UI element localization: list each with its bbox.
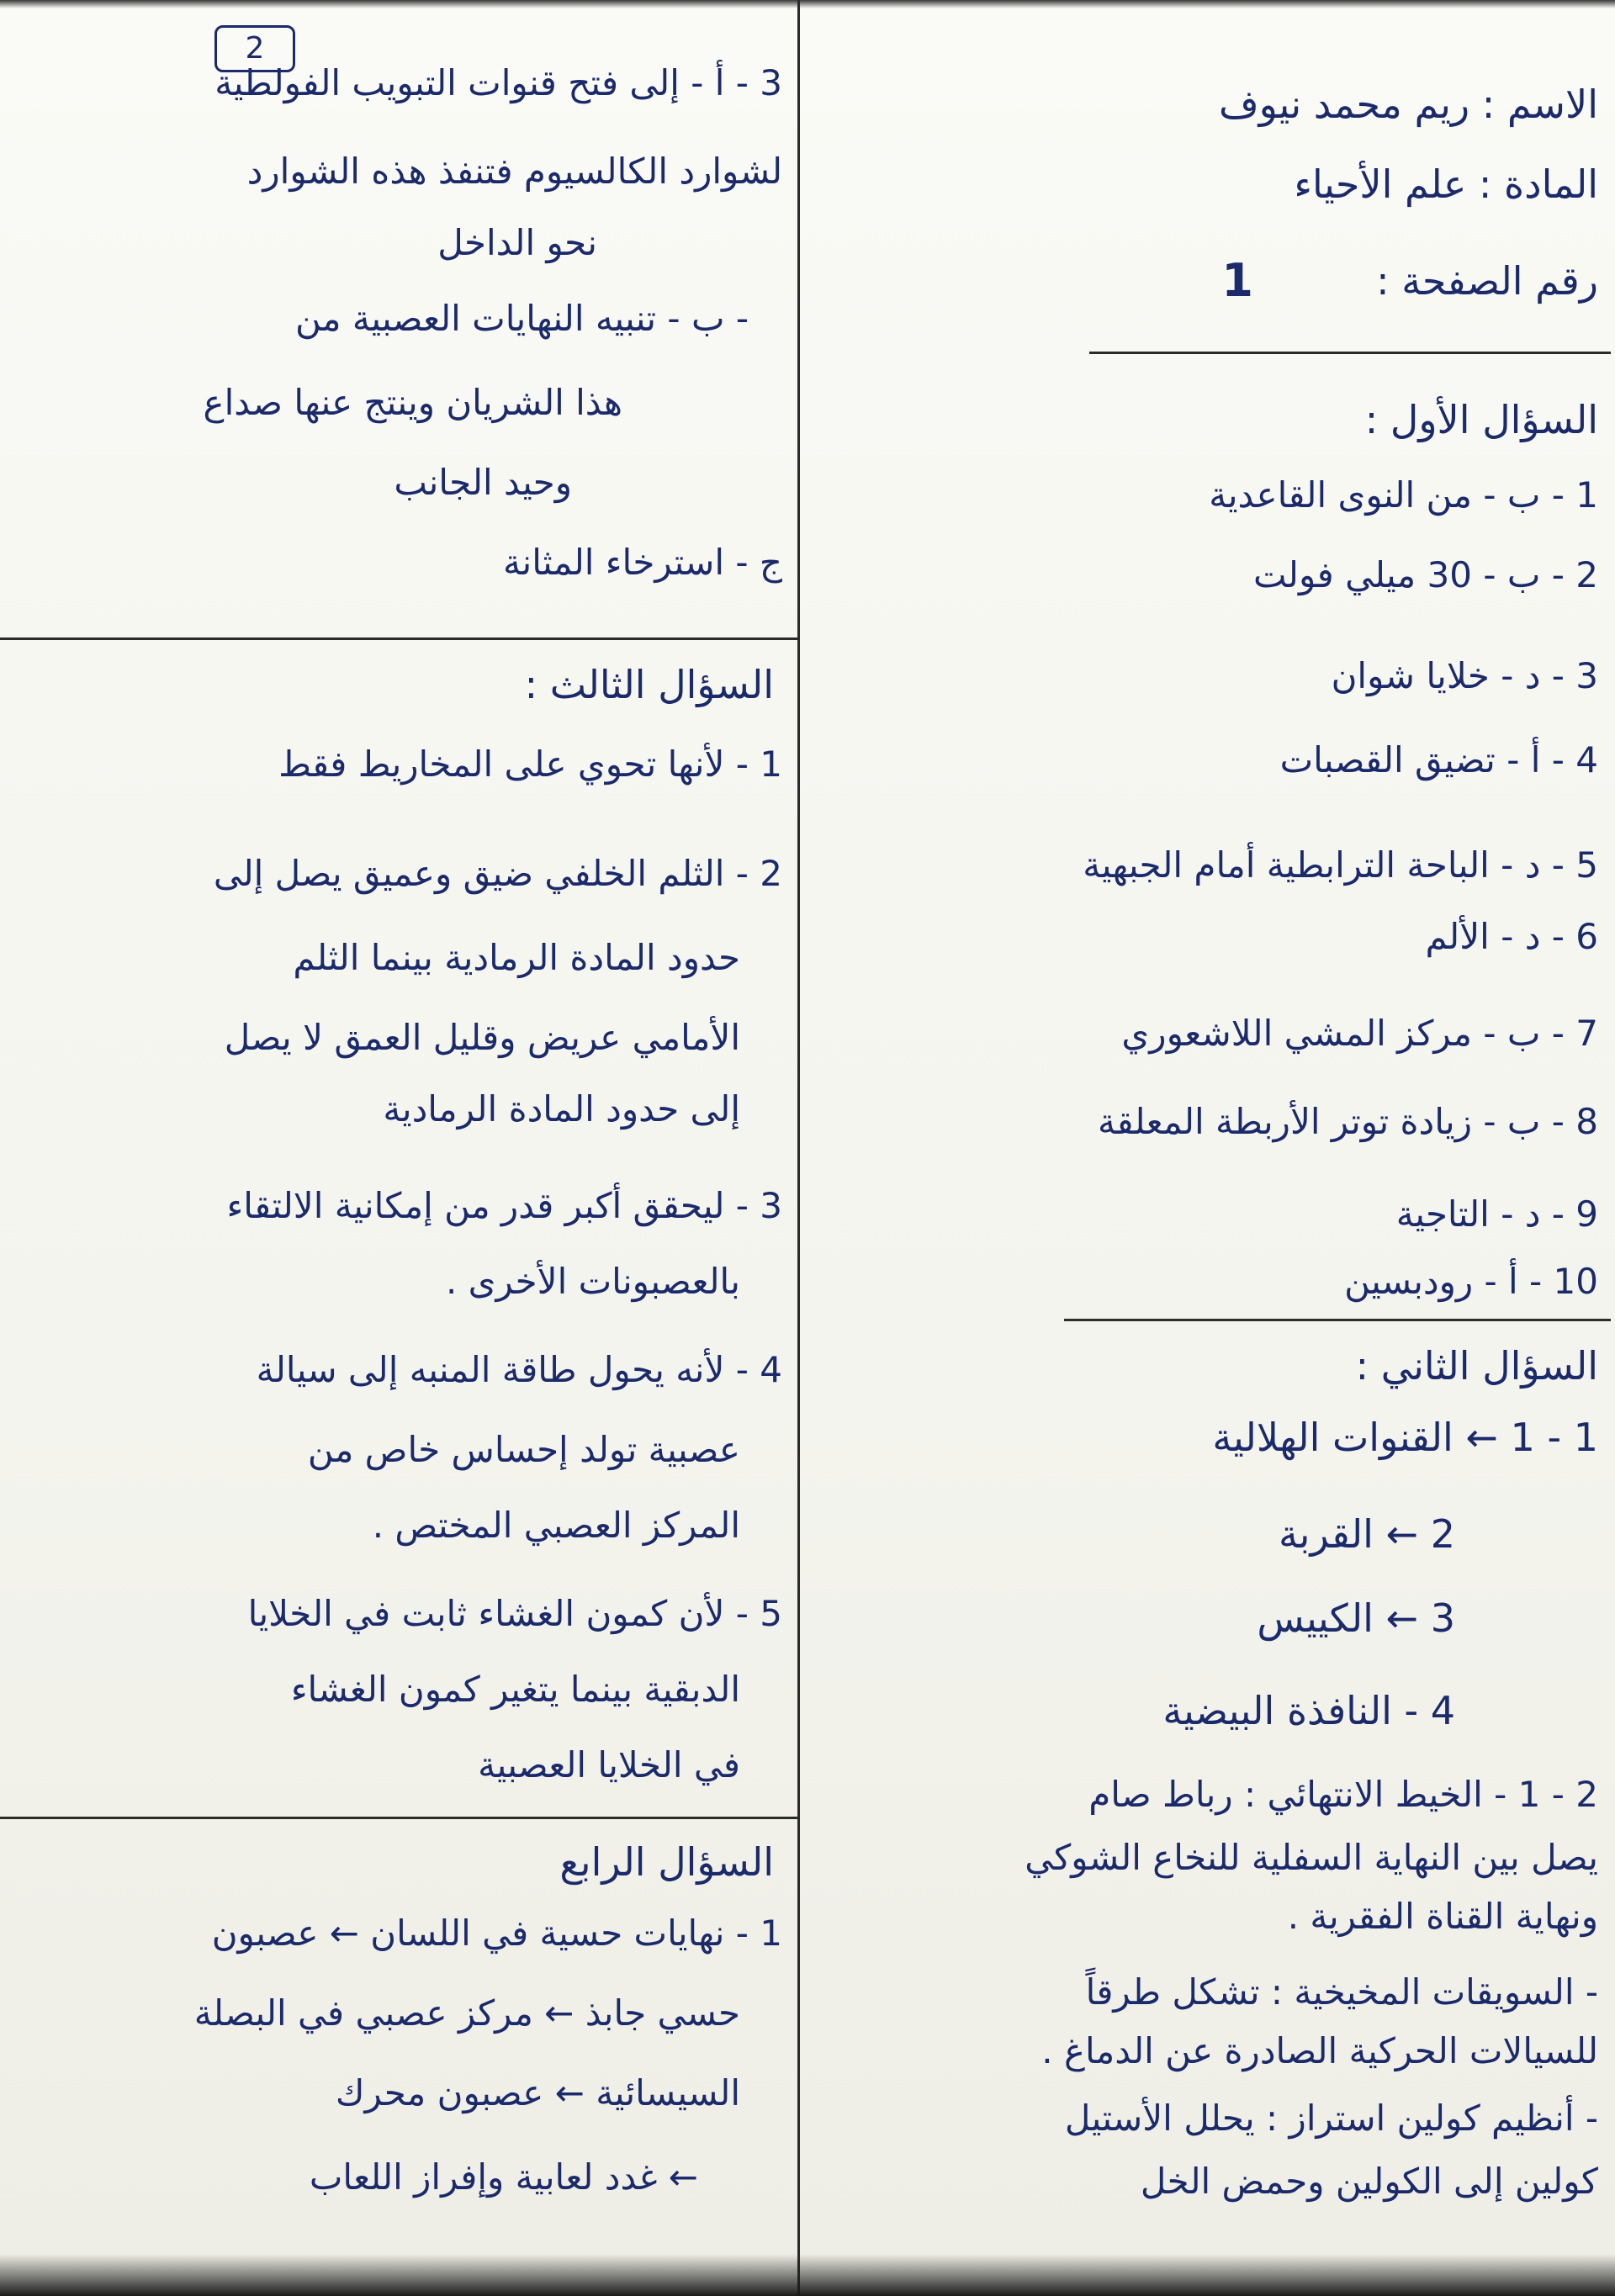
q3-line-9: عصبية تولد إحساس خاص من: [307, 1429, 740, 1470]
q1-answer-2: 2 - ب - 30 ميلي فولت: [1252, 554, 1598, 595]
q2-3-line-3: نحو الداخل: [437, 222, 597, 263]
q2-1-item-4: 4 - النافذة البيضية: [1162, 1688, 1455, 1733]
q3-line-5: إلى حدود المادة الرمادية: [383, 1088, 740, 1129]
q3-line-3: حدود المادة الرمادية بينما الثلم: [293, 937, 740, 978]
q3-line-6: 3 - ليحقق أكبر قدر من إمكانية الالتقاء: [226, 1185, 782, 1226]
q3-line-1: 1 - لأنها تحوي على المخاريط فقط: [278, 743, 782, 785]
q2-2-line-6: - أنظيم كولين استراز : يحلل الأستيل: [1064, 2098, 1598, 2139]
q1-answer-1: 1 - ب - من النوى القاعدية: [1209, 474, 1598, 516]
q1-title: السؤال الأول :: [1364, 397, 1598, 442]
q2-2-line-4: - السويقات المخيخية : تشكل طرقاً: [1085, 1971, 1598, 2013]
q1-answer-3: 3 - د - خلايا شوان: [1331, 655, 1598, 696]
q1-answer-6: 6 - د - الألم: [1425, 916, 1598, 957]
q2-3-line-5: هذا الشريان وينتج عنها صداع: [203, 382, 622, 423]
q2-3-line-7: ج - استرخاء المثانة: [503, 542, 782, 583]
q2-1-item-3: 3 ← الكييس: [1257, 1595, 1455, 1641]
q2-2-line-3: ونهاية القناة الفقرية .: [1287, 1896, 1598, 1937]
q2-title: السؤال الثاني :: [1355, 1343, 1598, 1389]
q4-line-2: حسي جابذ ← مركز عصبي في البصلة: [193, 1992, 740, 2034]
q1-rule: [1064, 1319, 1611, 1321]
student-name: الاسم : ريم محمد نيوف: [1219, 82, 1598, 127]
q2-2-line-2: يصل بين النهاية السفلية للنخاع الشوكي: [1025, 1837, 1598, 1878]
page-number: 1: [1221, 254, 1253, 307]
q3-line-4: الأمامي عريض وقليل العمق لا يصل: [224, 1017, 740, 1058]
q1-answer-7: 7 - ب - مركز المشي اللاشعوري: [1121, 1013, 1598, 1054]
scan-top-shadow: [0, 0, 1615, 8]
page-number-label: رقم الصفحة :: [1376, 258, 1598, 304]
q3-line-8: 4 - لأنه يحول طاقة المنبه إلى سيالة: [256, 1349, 782, 1390]
q3-line-12: الدبقية بينما يتغير كمون الغشاء: [290, 1669, 740, 1710]
q2-2-line-7: كولين إلى الكولين وحمض الخل: [1140, 2161, 1598, 2202]
q3-line-10: المركز العصبي المختص .: [372, 1505, 740, 1546]
q2-3-line-1: 3 - أ - إلى فتح قنوات التبويب الفولطية: [214, 62, 782, 103]
q3-title: السؤال الثالث :: [524, 662, 774, 707]
q3-line-11: 5 - لأن كمون الغشاء ثابت في الخلايا: [247, 1593, 782, 1634]
q2-3-rule: [0, 637, 797, 640]
q2-1-item-2: 2 ← القربة: [1279, 1511, 1455, 1557]
q2-1-item-1: 1 - 1 ← القنوات الهلالية: [1212, 1415, 1598, 1460]
q2-3-line-6: وحيد الجانب: [394, 462, 572, 503]
q1-answer-10: 10 - أ - رودبسين: [1344, 1261, 1598, 1302]
q3-line-2: 2 - الثلم الخلفي ضيق وعميق يصل إلى: [213, 853, 782, 894]
sheet-number-box: 2: [214, 25, 295, 72]
q1-answer-9: 9 - د - التاجية: [1395, 1193, 1598, 1235]
subject-line: المادة : علم الأحياء: [1294, 161, 1598, 207]
q4-line-1: 1 - نهايات حسية في اللسان ← عصبون: [211, 1912, 782, 1954]
q3-line-7: بالعصبونات الأخرى .: [445, 1261, 740, 1302]
header-rule: [1089, 352, 1611, 354]
q3-line-13: في الخلايا العصبية: [478, 1744, 740, 1785]
column-divider: [797, 0, 800, 2296]
q1-answer-8: 8 - ب - زيادة توتر الأربطة المعلقة: [1097, 1101, 1598, 1142]
q1-answer-4: 4 - أ - تضيق القصبات: [1279, 739, 1598, 780]
q4-line-4: ← غدد لعابية وإفراز اللعاب: [309, 2156, 698, 2198]
scan-bottom-shadow: [0, 2254, 1615, 2296]
q2-3-line-4: - ب - تنبيه النهايات العصبية من: [295, 298, 749, 339]
q2-3-line-2: لشوارد الكالسيوم فتنفذ هذه الشوارد: [246, 151, 782, 192]
q4-line-3: السيسائية ← عصبون محرك: [335, 2072, 740, 2113]
q2-2-line-1: 2 - 1 - الخيط الانتهائي : رباط صام: [1088, 1774, 1598, 1815]
q1-answer-5: 5 - د - الباحة الترابطية أمام الجبهية: [1083, 844, 1598, 886]
q3-rule: [0, 1817, 797, 1819]
q4-title: السؤال الرابع: [559, 1839, 774, 1885]
q2-2-line-5: للسيالات الحركية الصادرة عن الدماغ .: [1041, 2030, 1598, 2071]
